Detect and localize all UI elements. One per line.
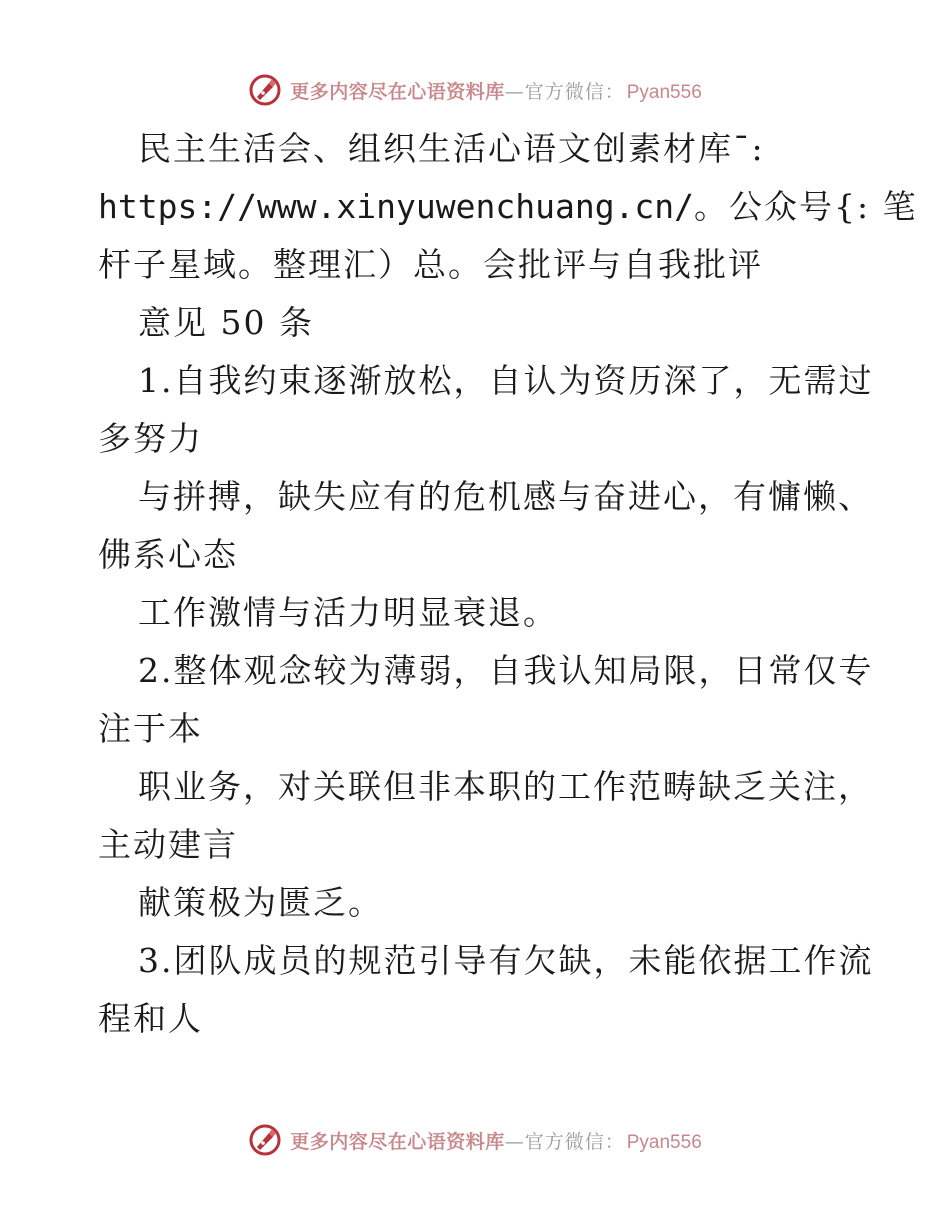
document-line: 民主生活会、组织生活心语文创素材库¯: [138,129,765,168]
document-line: 多努力 [98,419,203,458]
document-body [98,120,918,1048]
pen-nib-logo-icon [248,1123,282,1157]
pen-nib-logo-icon [248,73,282,107]
footer-banner-text [290,1127,702,1154]
document-line: 2.整体观念较为薄弱，自我认知局限，日常仅专 [138,651,874,690]
document-line-url [98,178,918,236]
document-line: 1.自我约束逐渐放松，自认为资历深了，无需过 [138,361,874,400]
header-banner-separator: —官方微信： [504,80,625,103]
document-line: 主动建言 [98,825,238,864]
url-suffix: 。公众号{: 笔 [694,187,918,226]
document-line: 职业务，对关联但非本职的工作范畴缺乏关注， [138,767,873,806]
footer-banner [0,1120,950,1160]
document-line: 杆子星域。整理汇）总。会批评与自我批评 [98,245,763,284]
document-line: 献策极为匮乏。 [138,883,383,922]
document-line: 佛系心态 [98,535,238,574]
footer-banner-account: Pyan556 [626,1131,702,1153]
header-banner-text [290,77,702,104]
header-banner [0,70,950,110]
document-line: 注于本 [98,709,203,748]
header-banner-title: 更多内容尽在心语资料库 [290,80,505,103]
header-banner-account: Pyan556 [626,81,702,103]
url-link[interactable]: https://www.xinyuwenchuang.cn/ [98,187,695,226]
footer-banner-title: 更多内容尽在心语资料库 [290,1130,505,1153]
document-line: 工作激情与活力明显衰退。 [138,593,558,632]
document-line: 意见 50 条 [138,303,314,342]
document-line: 与拼搏，缺失应有的危机感与奋进心，有慵懒、 [138,477,873,516]
document-line: 3.团队成员的规范引导有欠缺，未能依据工作流 [138,941,874,980]
document-line: 程和人 [98,999,203,1038]
footer-banner-separator: —官方微信： [504,1130,625,1153]
